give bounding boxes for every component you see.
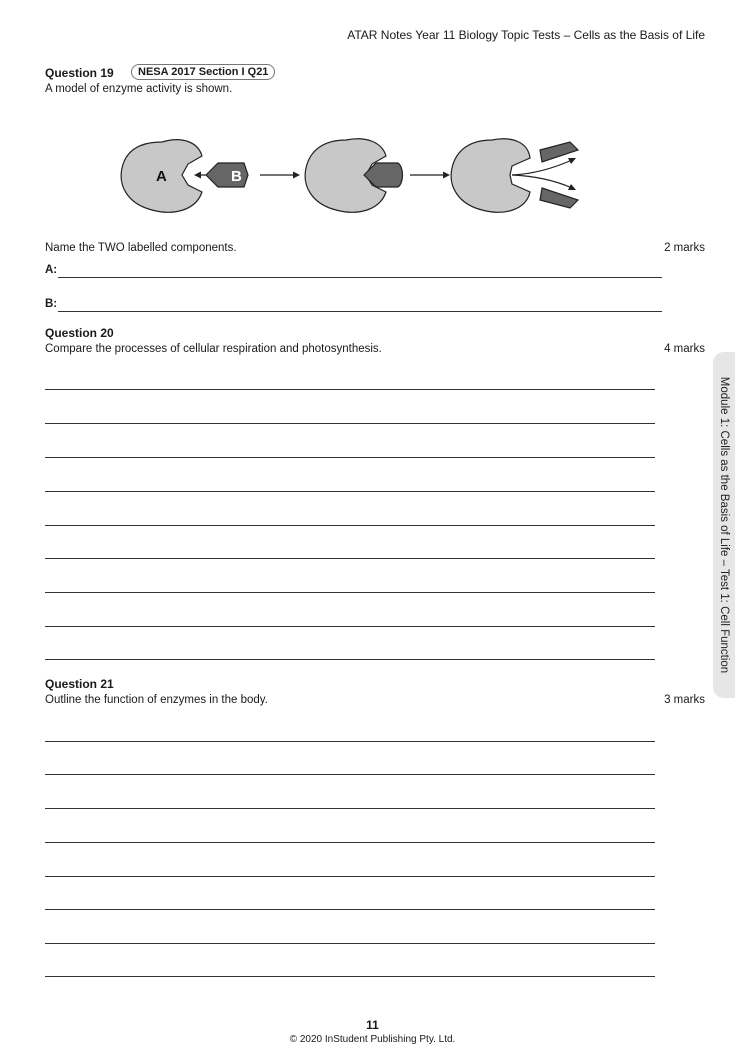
question-19-marks: 2 marks <box>664 242 705 254</box>
q20-answer-line[interactable] <box>45 525 655 526</box>
q20-answer-line[interactable] <box>45 659 655 660</box>
copyright: © 2020 InStudent Publishing Pty. Ltd. <box>289 1034 456 1045</box>
q20-answer-line[interactable] <box>45 457 655 458</box>
q21-answer-line[interactable] <box>45 909 655 910</box>
answer-b-label: B: <box>45 298 58 310</box>
question-20-marks: 4 marks <box>664 343 705 355</box>
q20-answer-line[interactable] <box>45 558 655 559</box>
question-19-text: A model of enzyme activity is shown. <box>45 83 233 95</box>
question-20-title: Question 20 <box>45 326 114 340</box>
label-b: B <box>231 168 242 185</box>
question-21-title: Question 21 <box>45 677 114 691</box>
q21-answer-line[interactable] <box>45 943 655 944</box>
q21-answer-line[interactable] <box>45 842 655 843</box>
running-header: ATAR Notes Year 11 Biology Topic Tests – Cells as the Basis of Life <box>347 28 705 42</box>
label-a: A <box>156 168 167 185</box>
q21-answer-line[interactable] <box>45 876 655 877</box>
enzyme-diagram <box>110 128 590 220</box>
q20-answer-line[interactable] <box>45 592 655 593</box>
question-19-title: Question 19 <box>45 66 114 80</box>
enzyme-with-products <box>451 139 578 212</box>
q21-answer-line[interactable] <box>45 741 655 742</box>
source-tag: NESA 2017 Section I Q21 <box>131 64 275 80</box>
q20-answer-line[interactable] <box>45 626 655 627</box>
enzyme-substrate-complex <box>305 139 402 212</box>
question-21-text: Outline the function of enzymes in the body. <box>45 694 268 706</box>
question-19-prompt: Name the TWO labelled components. <box>45 242 237 254</box>
answer-a-label: A: <box>45 264 58 276</box>
module-side-tab-text: Module 1: Cells as the Basis of Life – Test 1: Cell Function <box>718 376 730 674</box>
question-21-marks: 3 marks <box>664 694 705 706</box>
q20-answer-line[interactable] <box>45 389 655 390</box>
q21-answer-line[interactable] <box>45 774 655 775</box>
question-20-text: Compare the processes of cellular respiration and photosynthesis. <box>45 343 382 355</box>
q21-answer-line[interactable] <box>45 976 655 977</box>
q21-answer-line[interactable] <box>45 808 655 809</box>
answer-a-line[interactable] <box>58 277 662 278</box>
page-number: 11 <box>366 1018 379 1032</box>
answer-b-line[interactable] <box>58 311 662 312</box>
q20-answer-line[interactable] <box>45 423 655 424</box>
q20-answer-line[interactable] <box>45 491 655 492</box>
